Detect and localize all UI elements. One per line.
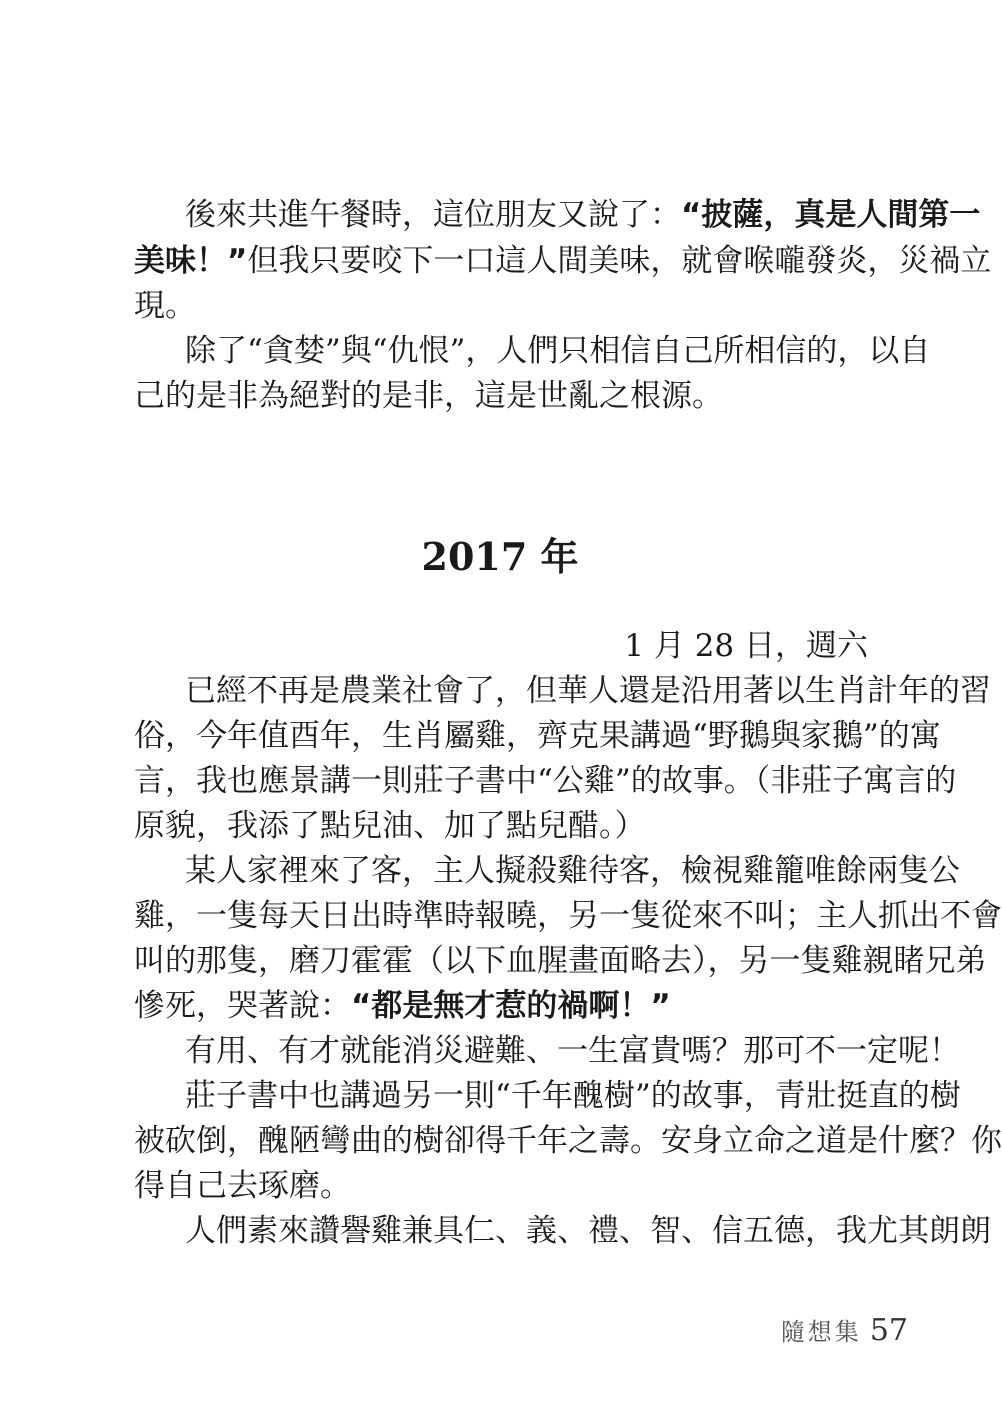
quoted-speech: 美味！”	[134, 243, 248, 279]
paragraph-line: 後來共進午餐時，這位朋友又說了：“披薩，真是人間第一	[185, 197, 981, 233]
paragraph-line: 己的是非為絕對的是非，這是世亂之根源。	[134, 378, 723, 414]
paragraph-line: 除了“貪婪”與“仇恨”，人們只相信自己所相信的，以自	[185, 333, 931, 369]
paragraph-line: 叫的那隻，磨刀霍霍（以下血腥畫面略去），另一隻雞親睹兄弟	[134, 943, 987, 979]
paragraph-line: 某人家裡來了客，主人擬殺雞待客，檢視雞籠唯餘兩隻公	[185, 853, 960, 889]
section-title: 2017 年	[421, 534, 579, 579]
page-footer	[781, 1311, 908, 1352]
quoted-speech: “披薩，真是人間第一	[681, 197, 981, 233]
paragraph-line: 慘死，哭著說：“都是無才惹的禍啊！”	[134, 988, 671, 1024]
paragraph-line: 俗，今年值酉年，生肖屬雞，齊克果講過“野鵝與家鵝”的寓	[134, 718, 941, 754]
paragraph-line: 已經不再是農業社會了，但華人還是沿用著以生肖計年的習	[185, 673, 991, 709]
paragraph-line: 人們素來讚譽雞兼具仁、義、禮、智、信五德，我尤其朗朗	[185, 1213, 991, 1249]
paragraph-line: 現。	[134, 288, 196, 324]
page-number: 57	[869, 1313, 908, 1348]
paragraph-line: 原貌，我添了點兒油、加了點兒醋。）	[134, 808, 646, 844]
paragraph-line: 雞，一隻每天日出時準時報曉，另一隻從來不叫；主人抓出不會	[134, 898, 1002, 934]
paragraph-line: 得自己去琢磨。	[134, 1168, 351, 1204]
paragraph-line: 有用、有才就能消災避難、一生富貴嗎？那可不一定呢！	[185, 1033, 960, 1069]
running-title: 隨想集	[780, 1318, 862, 1346]
quoted-speech: “都是無才惹的禍啊！”	[351, 988, 671, 1024]
paragraph-line: 言，我也應景講一則莊子書中“公雞”的故事。（非莊子寓言的	[134, 763, 957, 799]
paragraph-line: 莊子書中也講過另一則“千年醜樹”的故事，青壯挺直的樹	[185, 1078, 961, 1114]
paragraph-line: 被砍倒，醜陋彎曲的樹卻得千年之壽。安身立命之道是什麼？你	[134, 1123, 1002, 1159]
paragraph-line: 美味！”但我只要咬下一口這人間美味，就會喉嚨發炎，災禍立	[134, 243, 992, 279]
entry-date: 1 月 28 日，週六	[624, 628, 868, 664]
